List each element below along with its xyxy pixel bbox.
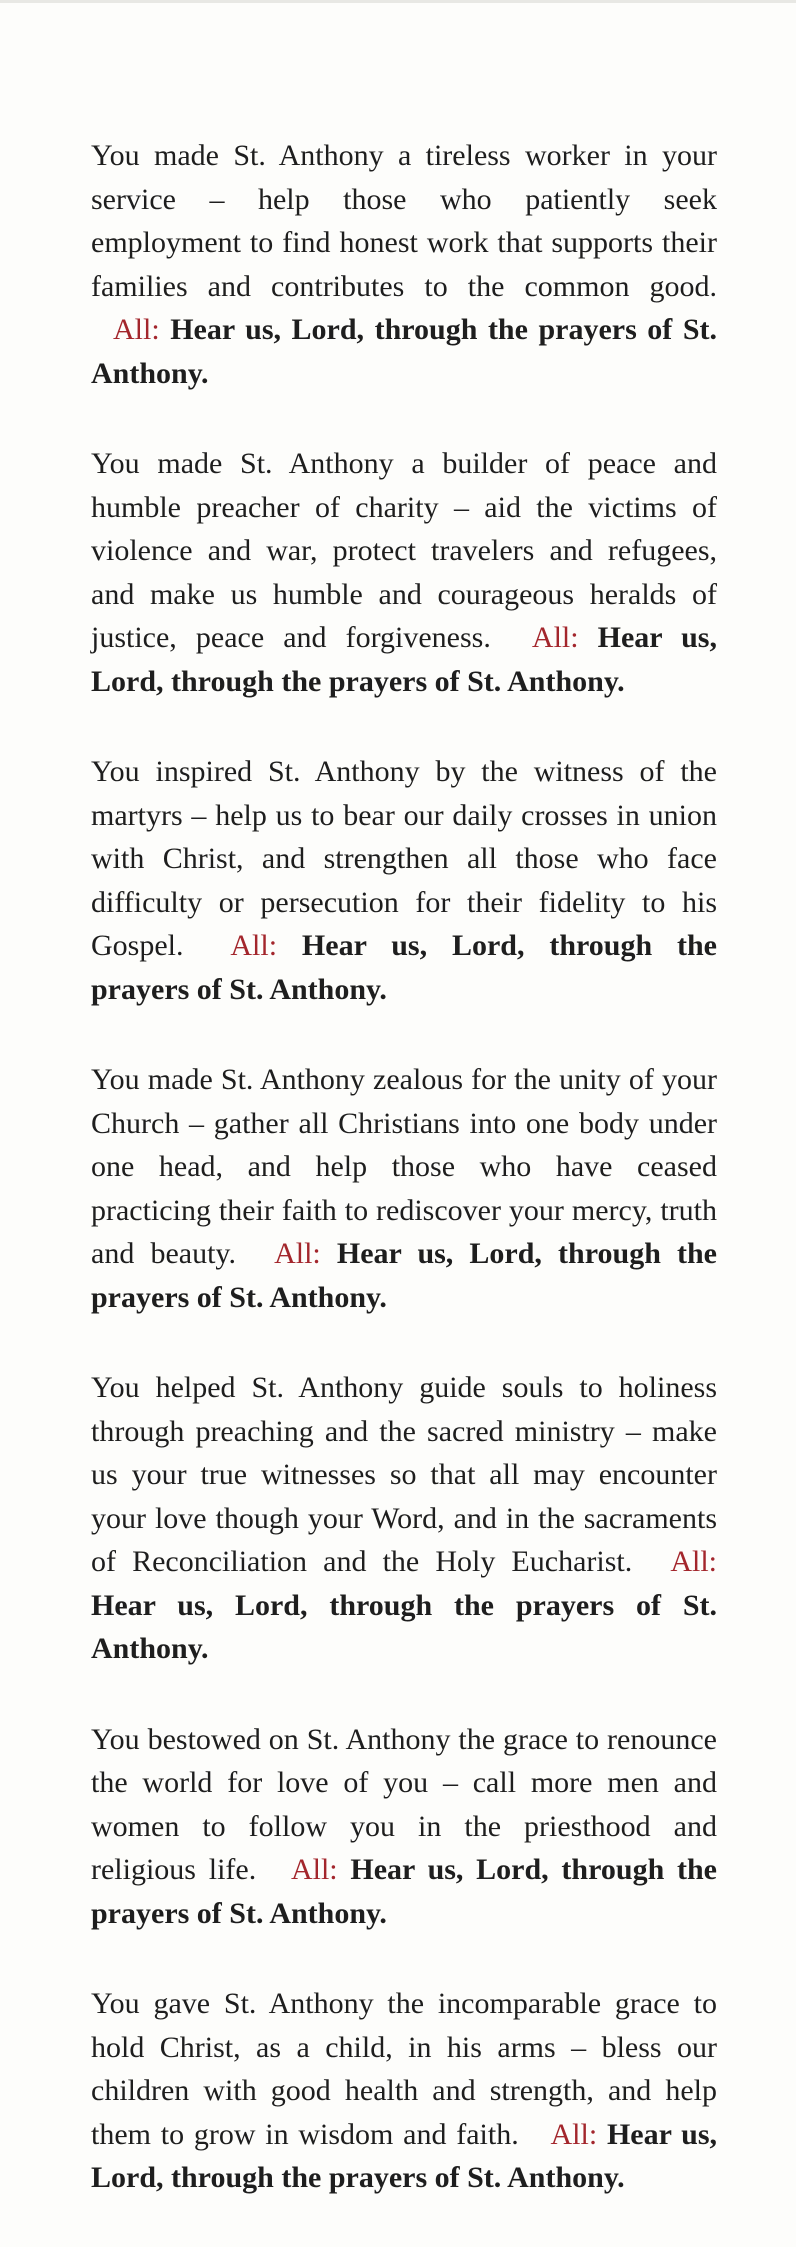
response-label: All: [550,2117,598,2151]
response-text: Hear us, Lord, through the prayers of St. Anthony. [91,929,718,1006]
petition-text: You made St. Anthony a builder of peace and humble preacher of charity – aid the victims of violence and war, protect travelers and refugees, and make us humble and courageous heralds of justice, peace and forgiveness. [91,447,717,654]
petition-text: You helped St. Anthony guide souls to holiness through preaching and the sacred ministry – make us your true witnesses so that all may encounter your love though your Word, and in the sacraments of Reconciliation and the Holy Eucharist. [91,1371,717,1578]
response-label: All: [274,1237,321,1270]
page-top-edge [0,0,796,3]
petition-5 [91,1366,717,1671]
petition-text: You bestowed on St. Anthony the grace to renounce the world for love of you – call more men and women to follow you in the priesthood and religious life. [91,1722,717,1886]
response-label: All: [290,1853,338,1886]
response-text: Hear us, Lord, through the prayers of St. Anthony. [91,1588,717,1665]
petition-2 [91,442,717,703]
petition-3 [91,750,717,1011]
response-text: Hear us, Lord, through the prayers of St. Anthony. [91,621,717,698]
petition-text: You made St. Anthony zealous for the unity of your Church – gather all Christians into one body under one head, and help those who have ceased practicing their faith to rediscover your mercy, truth and beauty. [91,1063,717,1270]
response-label: All: [531,621,579,654]
petition-text: You gave St. Anthony the incomparable grace to hold Christ, as a child, in his arms – bless our children with good health and strength, and help them to grow in wisdom and faith. [91,1987,717,2151]
petition-text: You inspired St. Anthony by the witness of the martyrs – help us to bear our daily crosses in union with Christ, and strengthen all those who face difficulty or persecution for their fidelity to his Gospel. [91,755,717,962]
petition-text: You made St. Anthony a tireless worker in your service – help those who patiently seek employment to find honest work that supports their families and contributes to the common good. [91,139,717,303]
petition-7 [91,1982,717,2200]
response-text: Hear us, Lord, through the prayers of St. Anthony. [91,2117,718,2194]
prayer-page [91,134,717,2247]
response-text: Hear us, Lord, through the prayers of St. Anthony. [91,313,717,390]
response-label: All: [670,1545,717,1578]
response-label: All: [113,313,160,346]
response-label: All: [230,929,278,962]
response-text: Hear us, Lord, through the prayers of St. Anthony. [91,1853,717,1930]
response-text: Hear us, Lord, through the prayers of St. Anthony. [91,1237,717,1314]
petition-1 [91,134,717,395]
petition-4 [91,1058,717,1319]
petition-6 [91,1718,717,1936]
